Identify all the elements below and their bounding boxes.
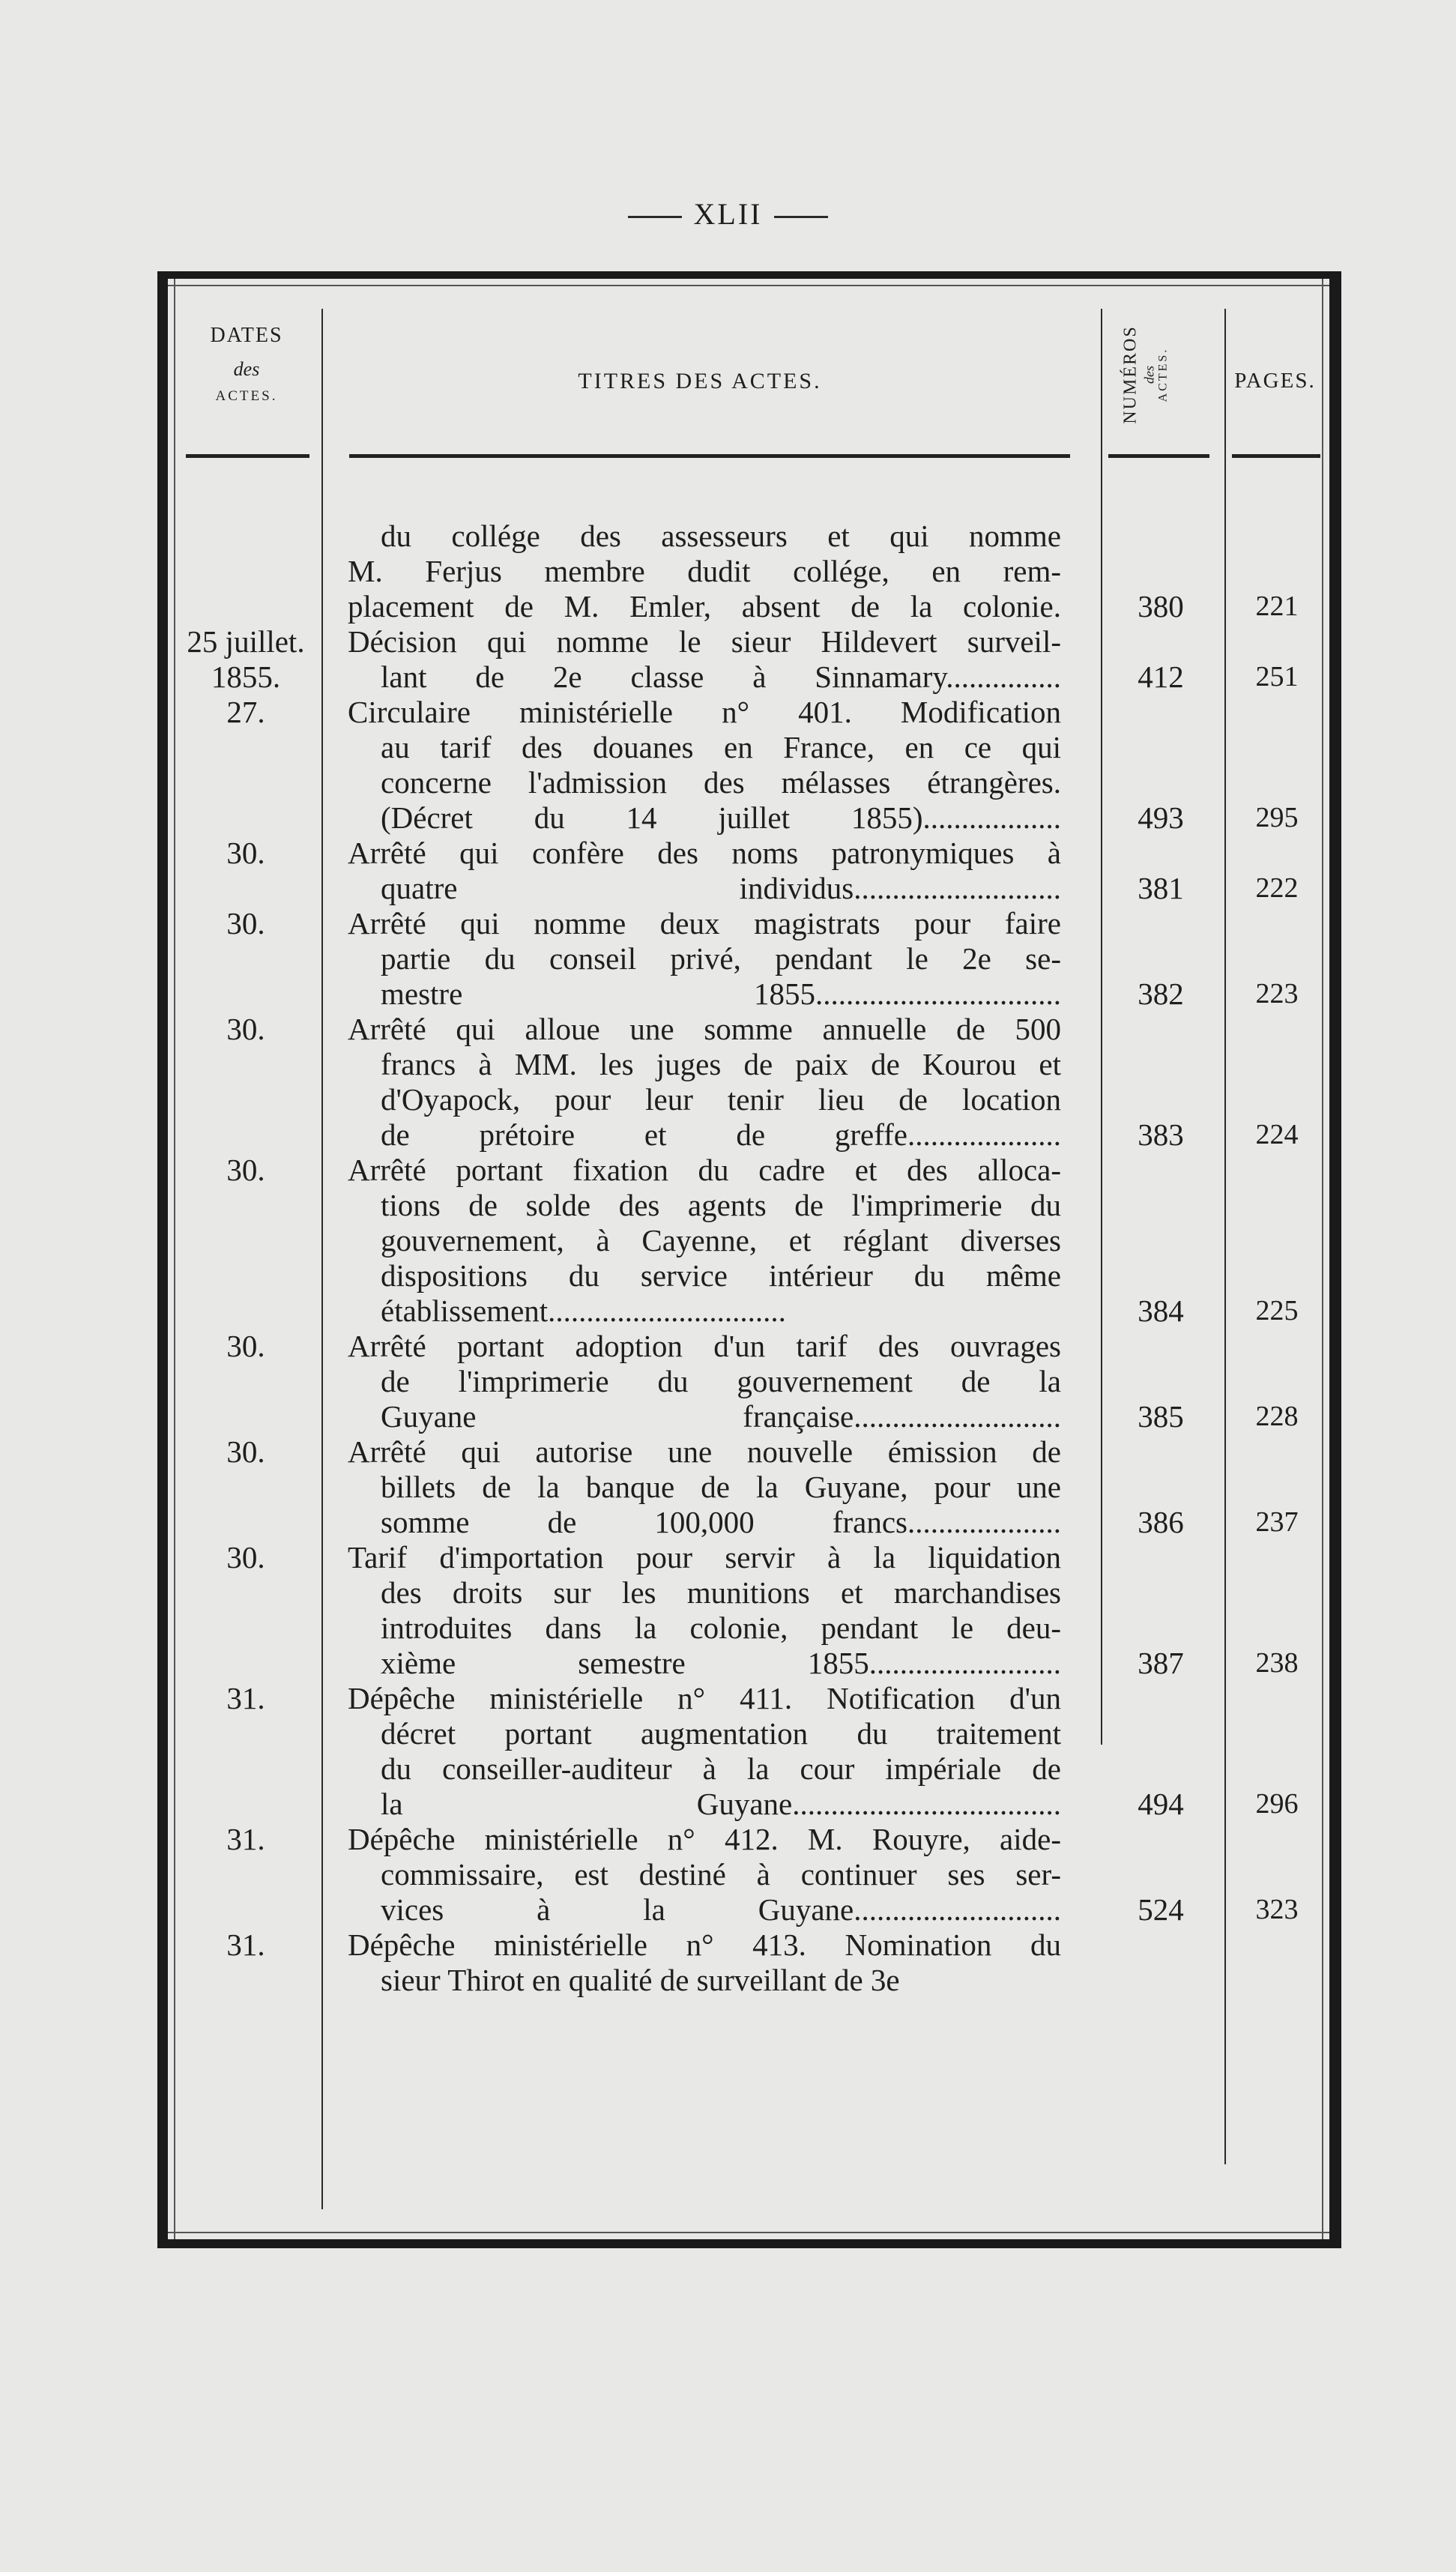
title-line: du conseiller-auditeur à la cour impériale de xyxy=(381,1751,1061,1786)
entry-date: 30. xyxy=(226,906,265,941)
title-line: Circulaire ministérielle n° 401. Modification xyxy=(348,695,1061,729)
entry-title xyxy=(348,1681,1061,1822)
header-numeros xyxy=(1093,300,1198,450)
frame-inner-line xyxy=(1322,279,1323,2239)
title-line: billets de la banque de la Guyane, pour une xyxy=(381,1470,1061,1504)
entry-title xyxy=(348,624,1061,695)
title-line: gouvernement, à Cayenne, et réglant diverses xyxy=(381,1223,1061,1258)
entry-date: 25 juillet. xyxy=(187,624,305,659)
entry-number: 384 xyxy=(1138,1293,1184,1328)
header-dates-l1: DATES xyxy=(210,324,283,347)
entry-date: 30. xyxy=(226,1434,265,1469)
title-line: Arrêté portant adoption d'un tarif des ouvrages xyxy=(348,1329,1061,1363)
entry-title xyxy=(348,1434,1061,1540)
title-line: xième semestre 1855......................... xyxy=(381,1646,1061,1680)
entry-number: 524 xyxy=(1138,1892,1184,1927)
entry-page: 222 xyxy=(1255,872,1299,904)
title-line: Dépêche ministérielle n° 411. Notification d'un xyxy=(348,1681,1061,1715)
frame-inner-line xyxy=(174,279,175,2239)
title-line: mestre 1855................................ xyxy=(381,976,1061,1011)
title-line: Dépêche ministérielle n° 413. Nomination du xyxy=(348,1928,1061,1962)
entry-title xyxy=(348,1540,1061,1681)
title-line: établissement............................... xyxy=(381,1293,786,1328)
column-divider xyxy=(1101,309,1102,1745)
entry-page: 225 xyxy=(1255,1295,1299,1326)
title-line: somme de 100,000 francs.................... xyxy=(381,1505,1061,1539)
frame-inner-line xyxy=(168,285,1329,286)
entry-date: 30. xyxy=(226,1540,265,1575)
entry-title xyxy=(348,1153,1061,1329)
header-numeros-l3: ACTES. xyxy=(1156,347,1170,402)
entry-page: 221 xyxy=(1255,591,1299,622)
title-line: de prétoire et de greffe.................... xyxy=(381,1117,1061,1152)
entry-page: 323 xyxy=(1255,1894,1299,1925)
entry-date: 31. xyxy=(226,1681,265,1715)
page-number-roman: XLII xyxy=(693,197,763,231)
entry-date: 30. xyxy=(226,1153,265,1187)
entry-title xyxy=(348,695,1061,836)
entry-page: 228 xyxy=(1255,1401,1299,1432)
header-rule xyxy=(1108,454,1209,458)
entry-date: 30. xyxy=(226,1329,265,1363)
entry-title xyxy=(348,1329,1061,1434)
title-line: lant de 2e classe à Sinnamary............... xyxy=(381,659,1061,694)
title-line: quatre individus........................... xyxy=(381,871,1061,905)
entry-number: 382 xyxy=(1138,976,1184,1011)
title-line: au tarif des douanes en France, en ce qui xyxy=(381,730,1061,764)
title-line: Guyane française........................... xyxy=(381,1399,1061,1434)
title-line: Arrêté qui nomme deux magistrats pour faire xyxy=(348,906,1061,941)
entry-page: 238 xyxy=(1255,1647,1299,1679)
title-line: Dépêche ministérielle n° 412. M. Rouyre, aide- xyxy=(348,1822,1061,1856)
title-line: vices à la Guyane........................... xyxy=(381,1892,1061,1927)
entry-number: 380 xyxy=(1138,589,1184,624)
title-line: de l'imprimerie du gouvernement de la xyxy=(381,1364,1061,1398)
title-line: Arrêté qui confère des noms patronymiques à xyxy=(348,836,1061,870)
entry-number: 387 xyxy=(1138,1646,1184,1680)
entry-page: 296 xyxy=(1255,1788,1299,1820)
title-line: dispositions du service intérieur du même xyxy=(381,1258,1061,1293)
title-line: d'Oyapock, pour leur tenir lieu de location xyxy=(381,1082,1061,1117)
entry-date: 31. xyxy=(226,1822,265,1856)
title-line: la Guyane................................... xyxy=(381,1787,1061,1821)
title-line: Arrêté portant fixation du cadre et des alloca- xyxy=(348,1153,1061,1187)
entry-number: 494 xyxy=(1138,1787,1184,1821)
title-line: sieur Thirot en qualité de surveillant de 3e xyxy=(381,1963,900,1997)
entry-number: 383 xyxy=(1138,1117,1184,1152)
title-line: Arrêté qui alloue une somme annuelle de 500 xyxy=(348,1012,1061,1046)
title-line: partie du conseil privé, pendant le 2e se- xyxy=(381,941,1061,976)
title-line: Arrêté qui autorise une nouvelle émission de xyxy=(348,1434,1061,1469)
entry-page: 251 xyxy=(1255,661,1299,692)
entry-number: 412 xyxy=(1138,659,1184,694)
title-line: du collége des assesseurs et qui nomme xyxy=(381,519,1061,553)
header-dates-l3: ACTES. xyxy=(215,388,278,404)
title-line: concerne l'admission des mélasses étrangères. xyxy=(381,765,1061,800)
title-line: Tarif d'importation pour servir à la liquidation xyxy=(348,1540,1061,1575)
header-rule xyxy=(1232,454,1320,458)
frame-inner-line xyxy=(168,2232,1329,2233)
entry-page: 295 xyxy=(1255,802,1299,833)
entry-date: 30. xyxy=(226,1012,265,1046)
entry-number: 386 xyxy=(1138,1505,1184,1539)
header-dates xyxy=(183,324,310,405)
header-numeros-l2: des xyxy=(1141,366,1157,384)
title-line: francs à MM. les juges de paix de Kourou et xyxy=(381,1047,1061,1081)
entry-title xyxy=(348,519,1061,624)
index-table xyxy=(157,271,1341,2248)
header-rule xyxy=(186,454,309,458)
title-line: placement de M. Emler, absent de la colonie. xyxy=(348,589,1061,624)
entry-number: 385 xyxy=(1138,1399,1184,1434)
title-line: commissaire, est destiné à continuer ses ser- xyxy=(381,1857,1061,1892)
title-line: (Décret du 14 juillet 1855).................. xyxy=(381,800,1061,835)
header-titres: TITRES DES ACTES. xyxy=(578,369,822,393)
entry-title xyxy=(348,1928,1061,1998)
entry-page: 224 xyxy=(1255,1119,1299,1150)
entry-year: 1855. xyxy=(211,659,281,694)
title-line: décret portant augmentation du traitement xyxy=(381,1716,1061,1751)
entry-date: 30. xyxy=(226,836,265,870)
entry-date: 31. xyxy=(226,1928,265,1962)
column-divider xyxy=(1224,309,1226,2164)
title-line: des droits sur les munitions et marchandises xyxy=(381,1575,1061,1610)
header-dash-right xyxy=(774,216,828,218)
entry-title xyxy=(348,906,1061,1012)
page-header xyxy=(0,196,1456,232)
entry-number: 381 xyxy=(1138,871,1184,905)
column-divider xyxy=(321,309,323,2209)
header-numeros-l1: NUMÉROS xyxy=(1120,325,1141,424)
title-line: Décision qui nomme le sieur Hildevert surveil- xyxy=(348,624,1061,659)
header-dash-left xyxy=(628,216,682,218)
title-line: M. Ferjus membre dudit collége, en rem- xyxy=(348,554,1061,588)
header-dates-l2: des xyxy=(233,358,260,380)
entry-title xyxy=(348,836,1061,906)
header-pages: PAGES. xyxy=(1234,369,1316,393)
entry-date: 27. xyxy=(226,695,265,729)
title-line: tions de solde des agents de l'imprimerie du xyxy=(381,1188,1061,1222)
entry-page: 223 xyxy=(1255,978,1299,1009)
entry-number: 493 xyxy=(1138,800,1184,835)
entry-page: 237 xyxy=(1255,1506,1299,1538)
entry-title xyxy=(348,1822,1061,1928)
title-line: introduites dans la colonie, pendant le deu- xyxy=(381,1610,1061,1645)
entry-title xyxy=(348,1012,1061,1153)
header-rule xyxy=(349,454,1070,458)
